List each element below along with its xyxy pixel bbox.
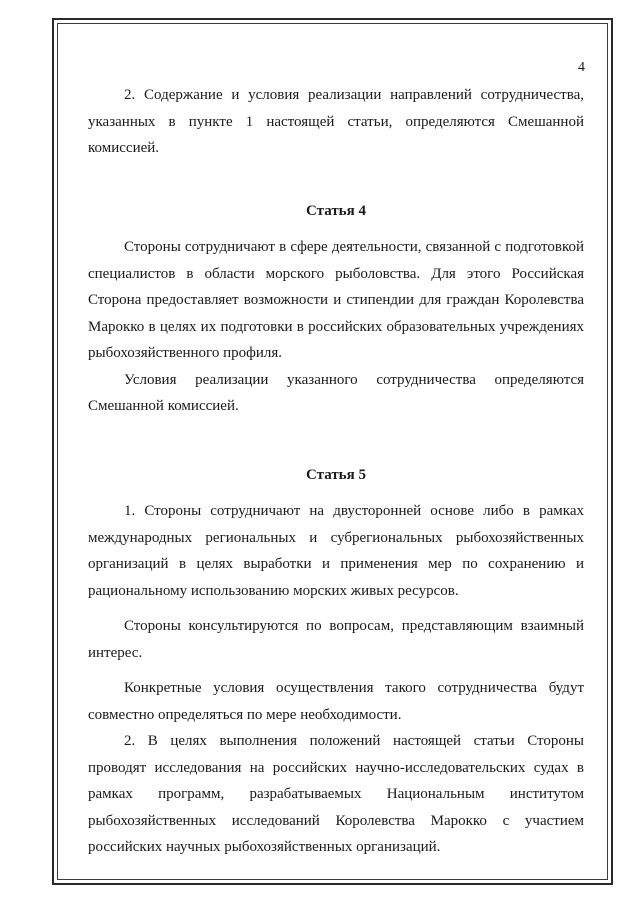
article-5-paragraph-2: Стороны консультируются по вопросам, представляющим взаимный интерес. — [88, 618, 584, 661]
article-5-heading: Статья 5 — [306, 466, 366, 483]
article-5-paragraph-3: Конкретные условия осуществления такого сотрудничества будут совместно определяться по мере необходимости. — [88, 680, 584, 723]
article-4-heading: Статья 4 — [306, 202, 366, 219]
page-number: 4 — [578, 60, 585, 75]
article-5-paragraph-4: 2. В целях выполнения положений настоящей статьи Стороны проводят исследования на российских научно-исследовательских судах в рамках программ, разрабатываемых Национальным институтом рыбохозяйственных исследований Королевства Марокко с участием российских научных рыбохозяйственных организаций. — [88, 733, 584, 855]
article-5-paragraph-1: 1. Стороны сотрудничают на двусторонней основе либо в рамках международных региональных и субрегиональных рыбохозяйственных организаций в целях выработки и применения мер по сохранению и рациональному использованию морских живых ресурсов. — [88, 503, 584, 599]
document-body — [88, 82, 584, 861]
intro-paragraph: 2. Содержание и условия реализации направлений сотрудничества, указанных в пункте 1 настоящей статьи, определяются Смешанной комиссией. — [88, 87, 584, 156]
article-4-paragraph-2: Условия реализации указанного сотрудничества определяются Смешанной комиссией. — [88, 371, 584, 414]
article-4-paragraph-1: Стороны сотрудничают в сфере деятельности, связанной с подготовкой специалистов в области морского рыболовства. Для этого Российская Сторона предоставляет возможности и стипендии для граждан Королевства Марокко в целях их подготовки в российских образовательных учреждениях рыбохозяйственного профиля. — [88, 239, 584, 361]
